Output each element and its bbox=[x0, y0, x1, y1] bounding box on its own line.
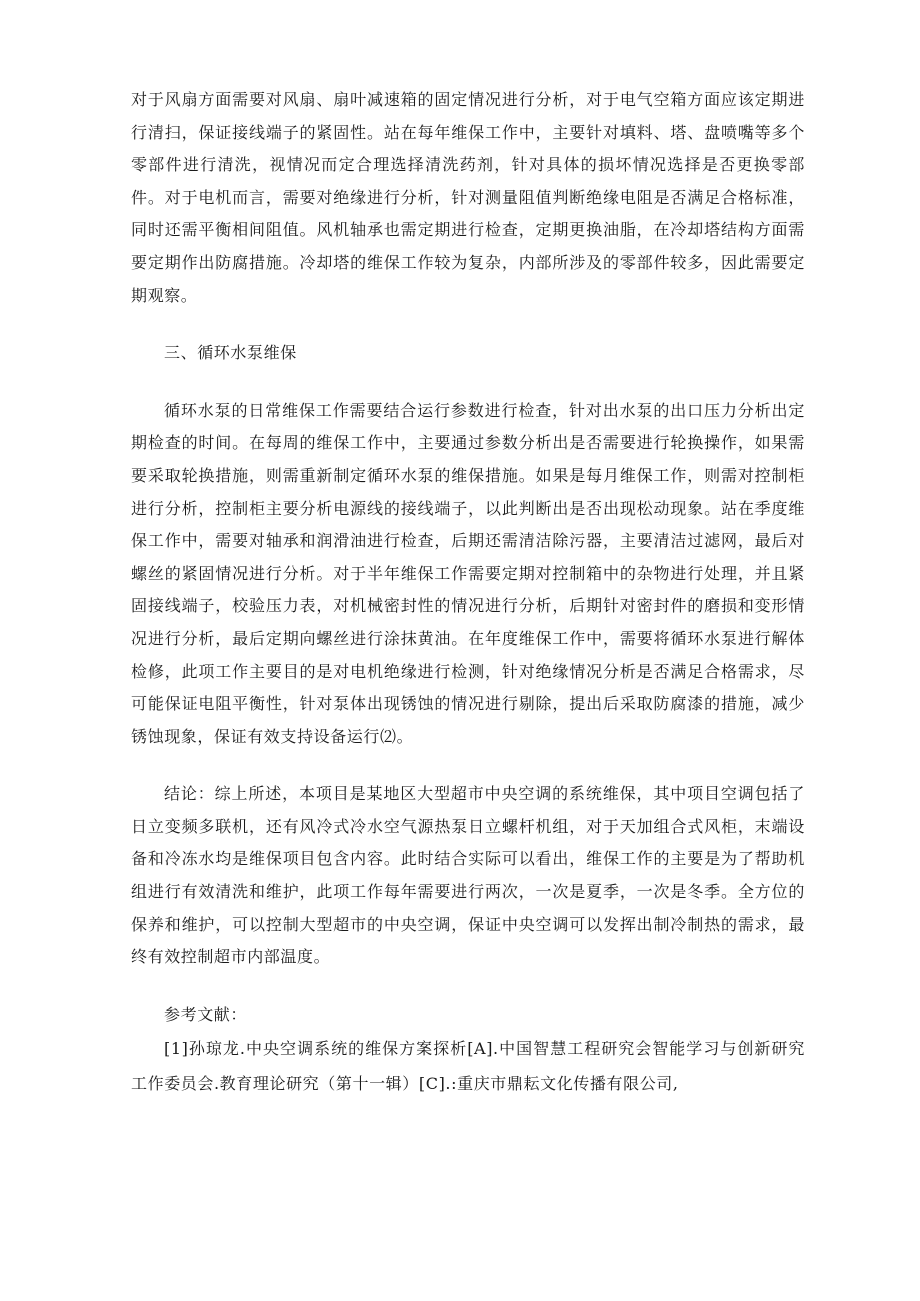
reference-item: [1]孙琼龙.中央空调系统的维保方案探析[A].中国智慧工程研究会智能学习与创新研究工作委员会.教育理论研究（第十一辑）[C].:重庆市鼎耘文化传播有限公司, bbox=[131, 1039, 805, 1094]
document-page bbox=[131, 84, 805, 1101]
paragraph-pump-maintenance: 循环水泵的日常维保工作需要结合运行参数进行检查，针对出水泵的出口压力分析出定期检查的时间。在每周的维保工作中，主要通过参数分析出是否需要进行轮换操作，如果需要采取轮换措施，则需重新制定循环水泵的维保措施。如果是每月维保工作，则需对控制柜进行分析，控制柜主要分析电源线的接线端子，以此判断出是否出现松动现象。站在季度维保工作中，需要对轴承和润滑油进行检查，后期还需清洁除污器，主要清洁过滤网，最后对螺丝的紧固情况进行分析。对于半年维保工作需要定期对控制箱中的杂物进行处理，并且紧固接线端子，校验压力表，对机械密封性的情况进行分析，后期针对密封件的磨损和变形情况进行分析，最后定期向螺丝进行涂抹黄油。在年度维保工作中，需要将循环水泵进行解体检修，此项工作主要目的是对电机绝缘进行检测，针对绝缘情况分析是否满足合格需求，尽可能保证电阻平衡性，针对泵体出现锈蚀的情况进行剔除，提出后采取防腐漆的措施，减少锈蚀现象，保证有效支持设备运行⑵。 bbox=[131, 400, 805, 746]
section-heading-pump: 三、循环水泵维保 bbox=[164, 343, 297, 363]
references-heading: 参考文献： bbox=[164, 1004, 248, 1024]
paragraph-cooling-tower: 对于风扇方面需要对风扇、扇叶减速箱的固定情况进行分析，对于电气空箱方面应该定期进行清扫，保证接线端子的紧固性。站在每年维保工作中，主要针对填料、塔、盘喷嘴等多个零部件进行清洗，视情况而定合理选择清洗药剂，针对具体的损坏情况选择是否更换零部件。对于电机而言，需要对绝缘进行分析，针对测量阻值判断绝缘电阻是否满足合格标准，同时还需平衡相间阻值。风机轴承也需定期进行检查，定期更换油脂，在冷却塔结构方面需要定期作出防腐措施。冷却塔的维保工作较为复杂，内部所涉及的零部件较多，因此需要定期观察。 bbox=[131, 90, 805, 305]
paragraph-conclusion: 结论：综上所述，本项目是某地区大型超市中央空调的系统维保，其中项目空调包括了日立变频多联机，还有风冷式冷水空气源热泵日立螺杆机组，对于天加组合式风柜，末端设备和冷冻水均是维保项目包含内容。此时结合实际可以看出，维保工作的主要是为了帮助机组进行有效清洗和维护，此项工作每年需要进行两次，一次是夏季，一次是冬季。全方位的保养和维护，可以控制大型超市的中央空调，保证中央空调可以发挥出制冷制热的需求，最终有效控制超市内部温度。 bbox=[131, 784, 805, 967]
